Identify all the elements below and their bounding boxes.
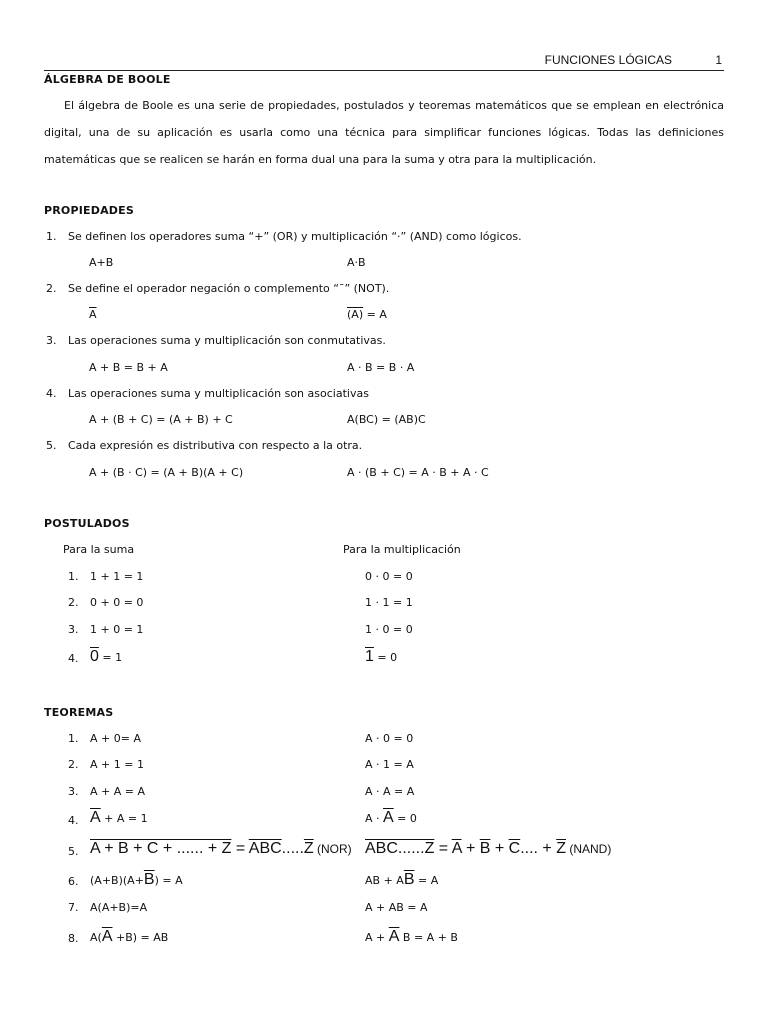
formula-left-nor: A + B + C + ...... + $Z = \overline{ABC}.....\overline{Z}$ (NOR) [90,840,352,857]
list-number: 2. [46,282,57,295]
page-header [44,52,724,71]
page-title: ÁLGEBRA DE BOOLE [44,73,171,86]
list-number: 1. [46,230,57,243]
property-text: Se define el operador negación o complemento “¯” (NOT). [68,282,390,295]
formula-left: A(A+B)=A [90,901,148,914]
section-heading-teoremas: TEOREMAS [44,706,114,719]
formula-left: A+B [89,256,114,269]
formula-right: A · 1 = A [365,758,414,771]
list-number: 2. [68,596,79,609]
list-number: 4. [46,387,57,400]
formula-right: AB + $A\overline{B} = A$ [365,871,439,888]
formula-right: A · A = A [365,785,415,798]
column-heading-multiplicacion: Para la multiplicación [343,543,461,556]
list-number: 8. [68,932,79,945]
formula-right: A(BC) = (AB)C [347,413,426,426]
list-number: 5. [68,845,79,858]
property-text: Cada expresión es distributiva con respecto a la otra. [68,439,363,452]
list-number: 1. [68,570,79,583]
formula-left: 1 + 0 = 1 [90,623,144,636]
formula-right: 1 · 1 = 1 [365,596,413,609]
list-number: 5. [46,439,57,452]
property-text: Se definen los operadores suma “+” (OR) y multiplicación “·” (AND) como lógicos. [68,230,522,243]
formula-right: A·B [347,256,366,269]
formula-left: A + 1 = 1 [90,758,144,771]
formula-left: $(A+B)(A+\overline{B}) = A$ [90,871,183,888]
formula-right: 1 = 0 [365,648,398,665]
formula-right: 0 · 0 = 0 [365,570,413,583]
formula-left: A + A = A [90,785,145,798]
section-heading-propiedades: PROPIEDADES [44,204,134,217]
list-number: 3. [68,623,79,636]
list-number: 2. [68,758,79,771]
formula-left: A + (B · C) = (A + B)(A + C) [89,466,244,479]
formula-left: $A(\overline{A} +B)$ = AB [90,928,169,945]
formula-right-nand: $ABC......Z = \overline{A} + \overline{B} + \overline{C}$.... + $\overline{Z}$ (NAND) [365,840,612,857]
formula-left: A + (B + C) = (A + B) + C [89,413,233,426]
intro-text: El álgebra de Boole es una serie de propiedades, postulados y teoremas matemáticos que se emplean en electrónica digital, una de su aplicación es usarla como una técnica para simplificar funciones lógicas. Todas las definiciones matemáticas que se realicen se harán en forma dual una para la suma y otra para la multiplicación. [44,99,724,166]
list-number: 6. [68,875,79,888]
list-number: 1. [68,732,79,745]
formula-left: $\overline{A}$ [89,308,97,321]
formula-left: A + B = B + A [89,361,168,374]
section-heading-postulados: POSTULADOS [44,517,130,530]
page-number: 1 [715,53,722,67]
list-number: 3. [46,334,57,347]
formula-left: $\overline{A} + A = 1$ [90,809,148,826]
formula-right: 1 · 0 = 0 [365,623,413,636]
property-text: Las operaciones suma y multiplicación son asociativas [68,387,369,400]
header-title: FUNCIONES LÓGICAS [544,53,672,67]
formula-right: A · 0 = 0 [365,732,414,745]
formula-left: A + 0= A [90,732,141,745]
list-number: 4. [68,652,79,665]
formula-right: $A \cdot \overline{A} = 0$ [365,809,417,826]
formula-left: 0 + 0 = 0 [90,596,144,609]
intro-paragraph [44,92,724,173]
formula-right: A + AB = A [365,901,428,914]
list-number: 4. [68,814,79,827]
list-number: 7. [68,901,79,914]
formula-right: A · B = B · A [347,361,415,374]
formula-right: A · (B + C) = A · B + A · C [347,466,489,479]
column-heading-suma: Para la suma [63,543,135,556]
formula-left: 0 = 1 [90,648,123,665]
property-text: Las operaciones suma y multiplicación son conmutativas. [68,334,386,347]
formula-right: (A) = A [347,308,387,321]
list-number: 3. [68,785,79,798]
formula-left: 1 + 1 = 1 [90,570,144,583]
formula-right: $A + \overline{A}$ B = A + B [365,928,458,945]
